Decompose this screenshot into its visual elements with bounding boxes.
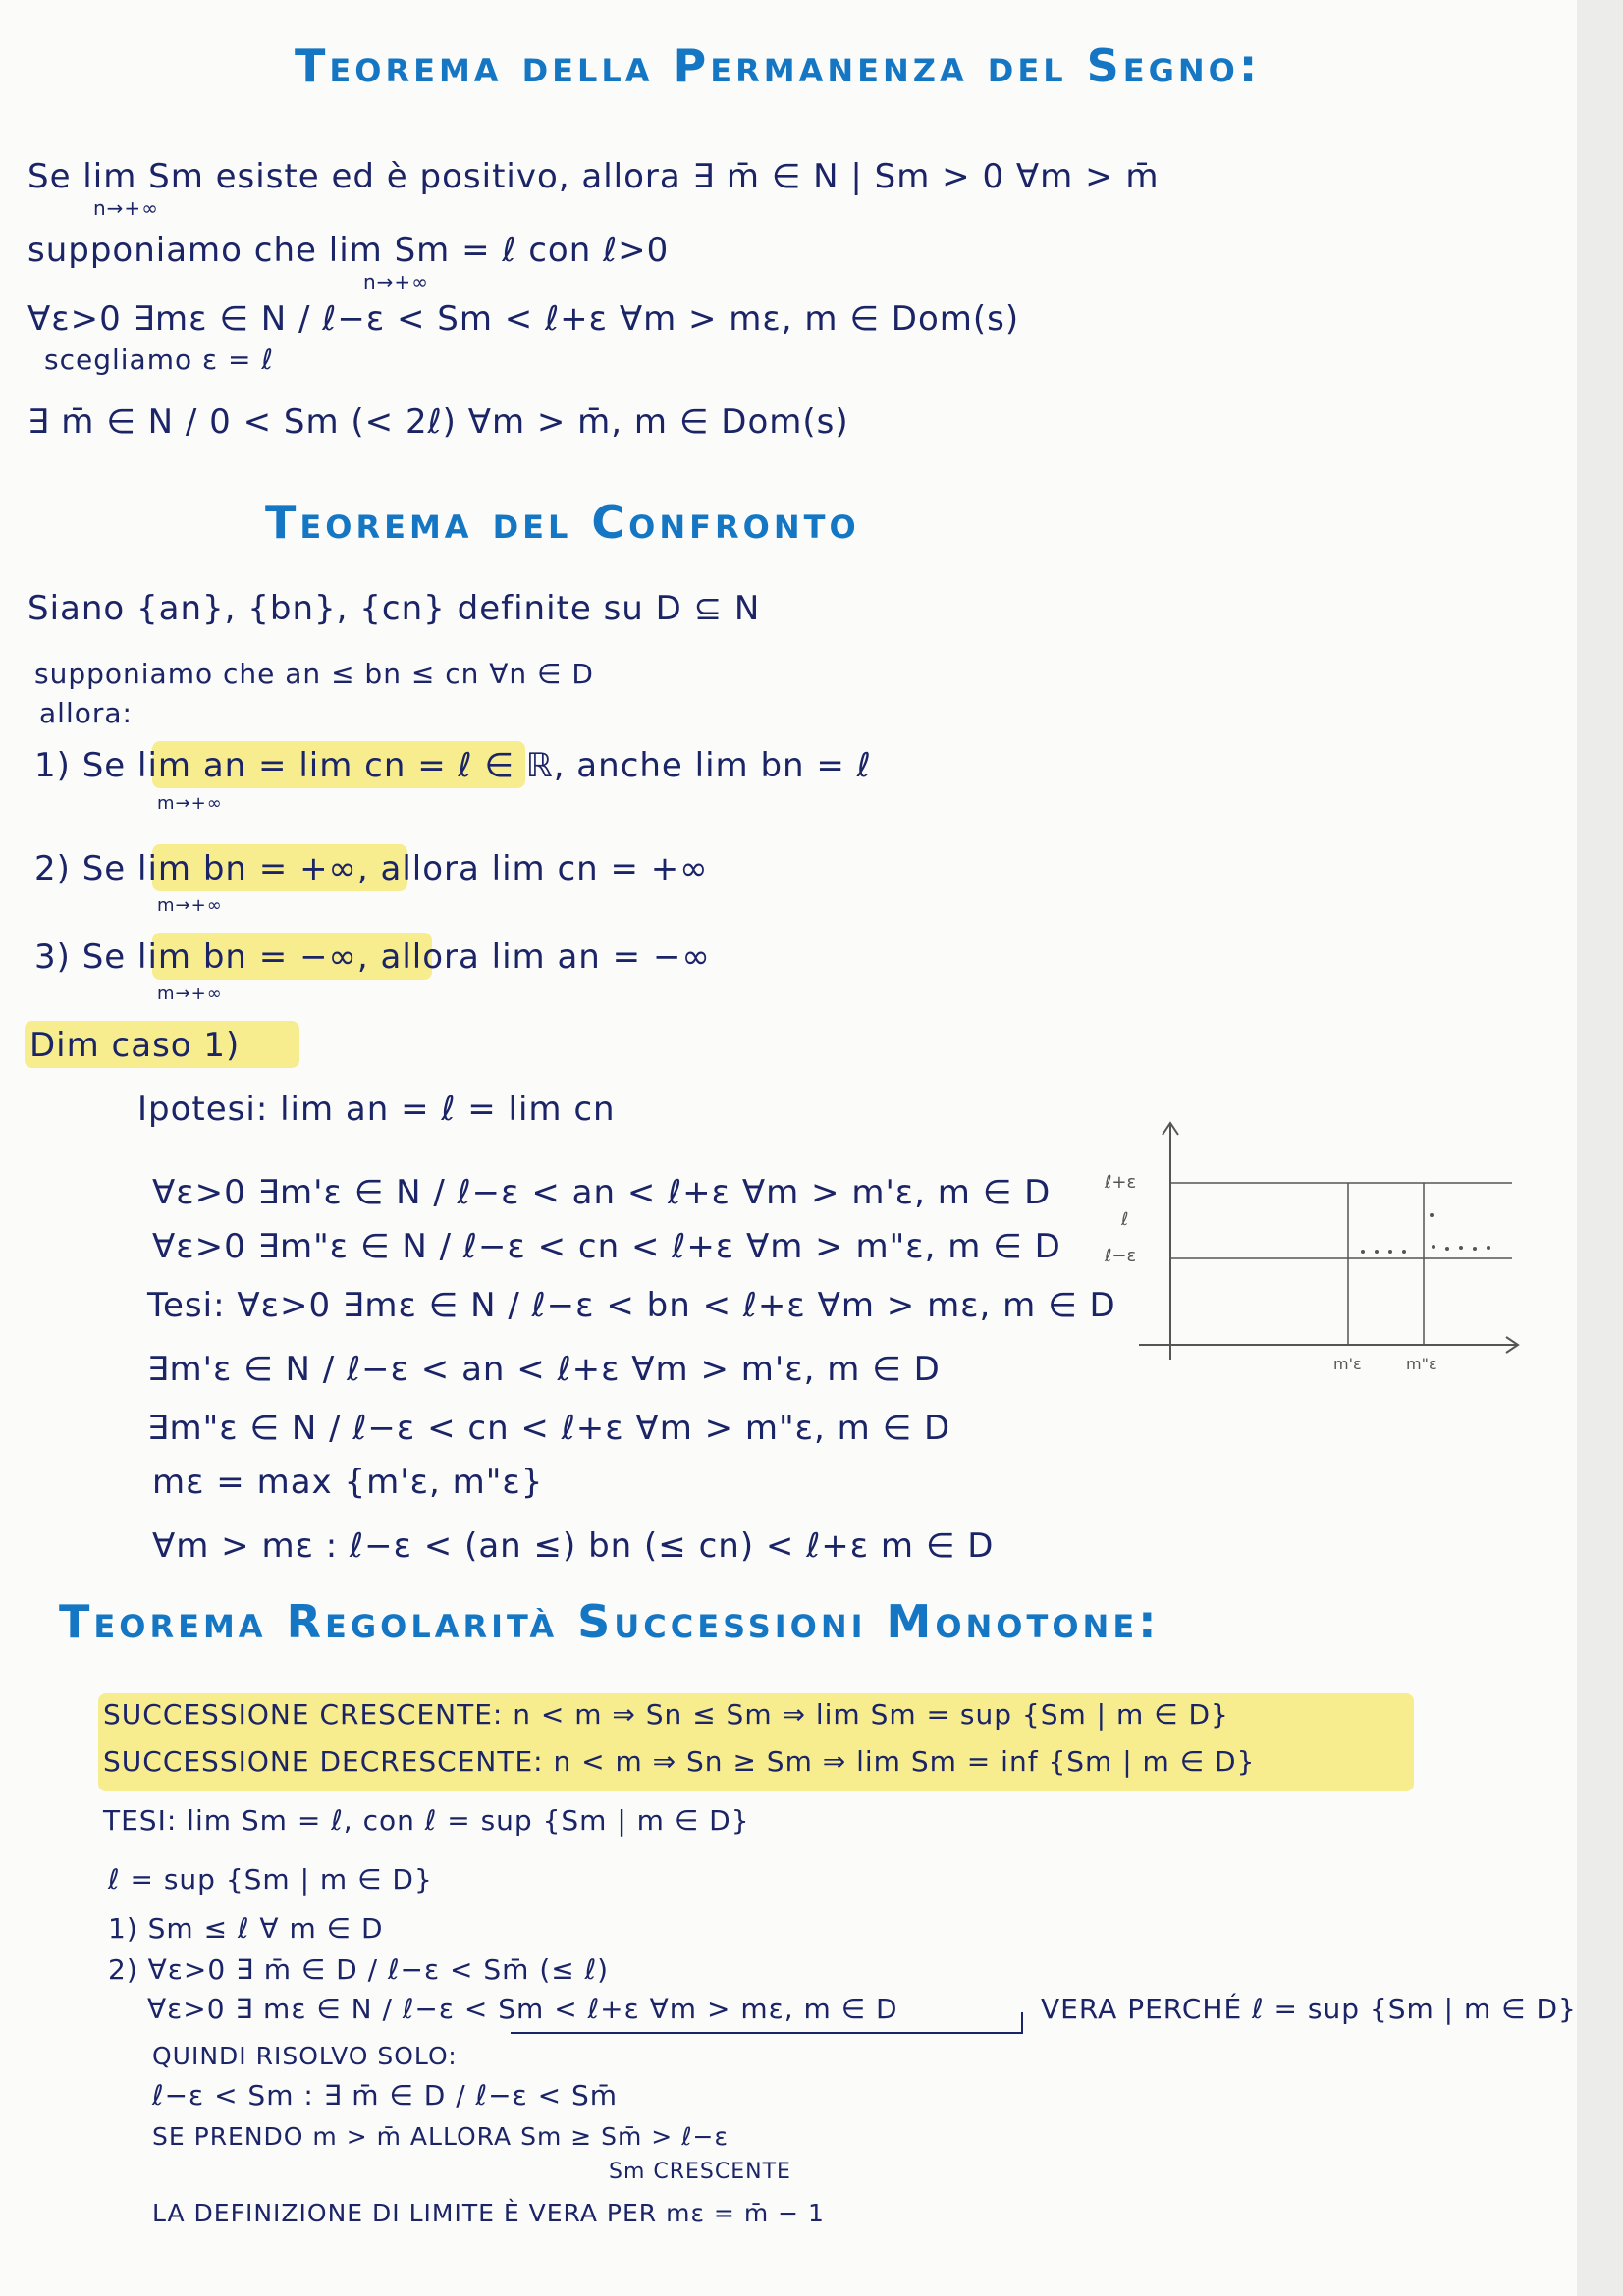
conf-hyp-1: ∀ε>0 ∃m'ε ∈ N / ℓ−ε < an < ℓ+ε ∀m > m'ε, m ∈ D	[152, 1173, 1052, 1212]
conf-tesi: Tesi: ∀ε>0 ∃mε ∈ N / ℓ−ε < bn < ℓ+ε ∀m > mε, m ∈ D	[147, 1286, 1116, 1325]
mono-line-12: Sm CRESCENTE	[609, 2160, 791, 2184]
perm-line-4: scegliamo ε = ℓ	[44, 344, 274, 376]
conf-proof-3: mε = max {m'ε, m"ε}	[152, 1463, 544, 1502]
mono-line-6: 2) ∀ε>0 ∃ m̄ ∈ D / ℓ−ε < Sm̄ (≤ ℓ)	[108, 1953, 610, 1986]
label-mid: ℓ	[1121, 1209, 1129, 1230]
mono-line-4: ℓ = sup {Sm | m ∈ D}	[108, 1863, 433, 1896]
conf-dim: Dim caso 1)	[29, 1026, 241, 1065]
title-monotone: Teorema Regolarità Successioni Monotone:	[59, 1595, 1161, 1648]
mono-line-10: ℓ−ε < Sm : ∃ m̄ ∈ D / ℓ−ε < Sm̄	[152, 2079, 619, 2111]
mono-line-1: SUCCESSIONE CRESCENTE: n < m ⇒ Sn ≤ Sm ⇒ lim Sm = sup {Sm | m ∈ D}	[103, 1698, 1229, 1731]
conf-case-3-sub: m→+∞	[157, 984, 223, 1004]
label-lower: ℓ−ε	[1105, 1246, 1137, 1266]
squeeze-sketch	[1100, 1119, 1522, 1374]
mono-line-11: SE PRENDO m > m̄ ALLORA Sm ≥ Sm̄ > ℓ−ε	[152, 2122, 729, 2151]
conf-line-2: supponiamo che an ≤ bn ≤ cn ∀n ∈ D	[34, 658, 594, 690]
conf-case-3: 3) Se lim bn = −∞, allora lim an = −∞	[34, 937, 711, 977]
mono-line-5: 1) Sm ≤ ℓ ∀ m ∈ D	[108, 1912, 384, 1945]
conf-case-1-sub: m→+∞	[157, 793, 223, 814]
mono-line-2: SUCCESSIONE DECRESCENTE: n < m ⇒ Sn ≥ Sm ⇒ lim Sm = inf {Sm | m ∈ D}	[103, 1745, 1256, 1778]
label-x2: m"ε	[1406, 1355, 1437, 1373]
title-confronto: Teorema del Confronto	[265, 496, 860, 549]
page-edge	[1577, 0, 1623, 2296]
conf-case-2: 2) Se lim bn = +∞, allora lim cn = +∞	[34, 849, 709, 888]
mono-line-8: VERA PERCHÉ ℓ = sup {Sm | m ∈ D}	[1041, 1993, 1577, 2025]
mono-line-3: TESI: lim Sm = ℓ, con ℓ = sup {Sm | m ∈ D}	[103, 1804, 750, 1837]
perm-line-2: supponiamo che lim Sm = ℓ con ℓ>0	[27, 231, 670, 270]
perm-line-3: ∀ε>0 ∃mε ∈ N / ℓ−ε < Sm < ℓ+ε ∀m > mε, m ∈ Dom(s)	[27, 299, 1020, 339]
conf-ipotesi: Ipotesi: lim an = ℓ = lim cn	[137, 1090, 616, 1129]
mono-line-9: QUINDI RISOLVO SOLO:	[152, 2042, 458, 2070]
title-permanenza: Teorema della Permanenza del Segno:	[295, 39, 1262, 92]
conf-hyp-2: ∀ε>0 ∃m"ε ∈ N / ℓ−ε < cn < ℓ+ε ∀m > m"ε, m ∈ D	[152, 1227, 1061, 1266]
perm-sub-2: n→+∞	[363, 270, 429, 294]
perm-sub-1: n→+∞	[93, 196, 159, 220]
perm-line-1: Se lim Sm esiste ed è positivo, allora ∃ m̄ ∈ N | Sm > 0 ∀m > m̄	[27, 157, 1160, 196]
conf-line-1: Siano {an}, {bn}, {cn} definite su D ⊆ N	[27, 589, 761, 628]
sequence-dots	[1361, 1213, 1490, 1254]
conf-proof-4: ∀m > mε : ℓ−ε < (an ≤) bn (≤ cn) < ℓ+ε m ∈ D	[152, 1526, 995, 1566]
connector-line	[511, 2012, 1023, 2034]
perm-line-5: ∃ m̄ ∈ N / 0 < Sm (< 2ℓ) ∀m > m̄, m ∈ Dom(s)	[27, 402, 849, 442]
conf-case-1: 1) Se lim an = lim cn = ℓ ∈ ℝ, anche lim bn = ℓ	[34, 746, 872, 785]
conf-proof-1: ∃m'ε ∈ N / ℓ−ε < an < ℓ+ε ∀m > m'ε, m ∈ D	[147, 1350, 941, 1389]
conf-proof-2: ∃m"ε ∈ N / ℓ−ε < cn < ℓ+ε ∀m > m"ε, m ∈ D	[147, 1409, 951, 1448]
mono-line-7: ∀ε>0 ∃ mε ∈ N / ℓ−ε < Sm < ℓ+ε ∀m > mε, m ∈ D	[147, 1993, 898, 2025]
label-upper: ℓ+ε	[1105, 1172, 1137, 1193]
mono-line-13: LA DEFINIZIONE DI LIMITE È VERA PER mε = m̄ − 1	[152, 2199, 825, 2227]
conf-case-2-sub: m→+∞	[157, 895, 223, 916]
label-x1: m'ε	[1333, 1355, 1362, 1373]
conf-line-3: allora:	[39, 697, 133, 729]
